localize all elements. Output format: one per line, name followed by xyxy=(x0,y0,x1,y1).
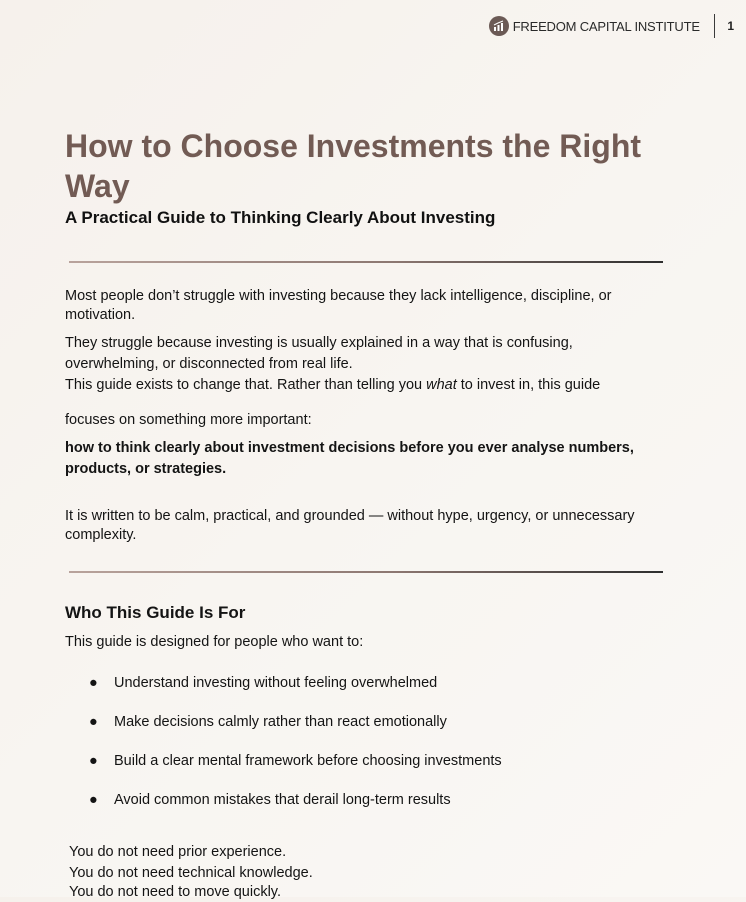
brand-name: FREEDOM CAPITAL INSTITUTE xyxy=(512,18,700,34)
intro-paragraph-5: It is written to be calm, practical, and grounded — without hype, urgency, or unnecessary complexity. xyxy=(65,508,635,543)
key-statement: how to think clearly about investment decisions before you ever analyse numbers, products, or strategies. xyxy=(65,440,634,477)
document-subtitle: A Practical Guide to Thinking Clearly About Investing xyxy=(65,208,496,227)
page-header xyxy=(489,14,734,38)
bullet-dot: ● xyxy=(89,675,98,691)
section-lead: This guide is designed for people who want to: xyxy=(65,634,364,650)
closing-line: You do not need prior experience. xyxy=(69,844,287,860)
bullet-dot: ● xyxy=(89,753,98,769)
list-item-text: Understand investing without feeling overwhelmed xyxy=(114,675,438,691)
closing-line: You do not need technical knowledge. xyxy=(69,865,313,881)
section-heading: Who This Guide Is For xyxy=(65,603,246,622)
intro-paragraph-4: focuses on something more important: xyxy=(65,412,312,428)
page-number: 1 xyxy=(727,19,734,33)
intro-paragraph-2-line-1: They struggle because investing is usually explained in a way that is confusing, xyxy=(65,335,573,351)
intro-paragraph-1: Most people don’t struggle with investing because they lack intelligence, discipline, or motivation. xyxy=(65,288,612,323)
list-item xyxy=(89,752,502,771)
list-item-text: Make decisions calmly rather than react emotionally xyxy=(114,714,447,730)
list-item xyxy=(89,791,451,810)
section-divider xyxy=(69,261,663,263)
section-divider xyxy=(69,571,663,573)
intro-paragraph-2-line-2: overwhelming, or disconnected from real life. xyxy=(65,356,353,372)
list-item-text: Avoid common mistakes that derail long-term results xyxy=(114,792,451,808)
closing-line: You do not need to move quickly. xyxy=(69,884,282,900)
list-item-text: Build a clear mental framework before choosing investments xyxy=(114,753,502,769)
intro-paragraph-3 xyxy=(65,376,600,395)
document-title: How to Choose Investments the Right Way xyxy=(65,128,642,204)
intro-text: to invest in, this guide xyxy=(456,377,601,393)
bullet-dot: ● xyxy=(89,714,98,730)
logo-chart-icon xyxy=(489,16,509,36)
list-item xyxy=(89,713,447,732)
bullet-dot: ● xyxy=(89,792,98,808)
list-item xyxy=(89,674,437,693)
emphasis-what: what xyxy=(426,377,457,393)
header-divider xyxy=(714,14,716,38)
intro-text: This guide exists to change that. Rather than telling you xyxy=(65,377,427,393)
